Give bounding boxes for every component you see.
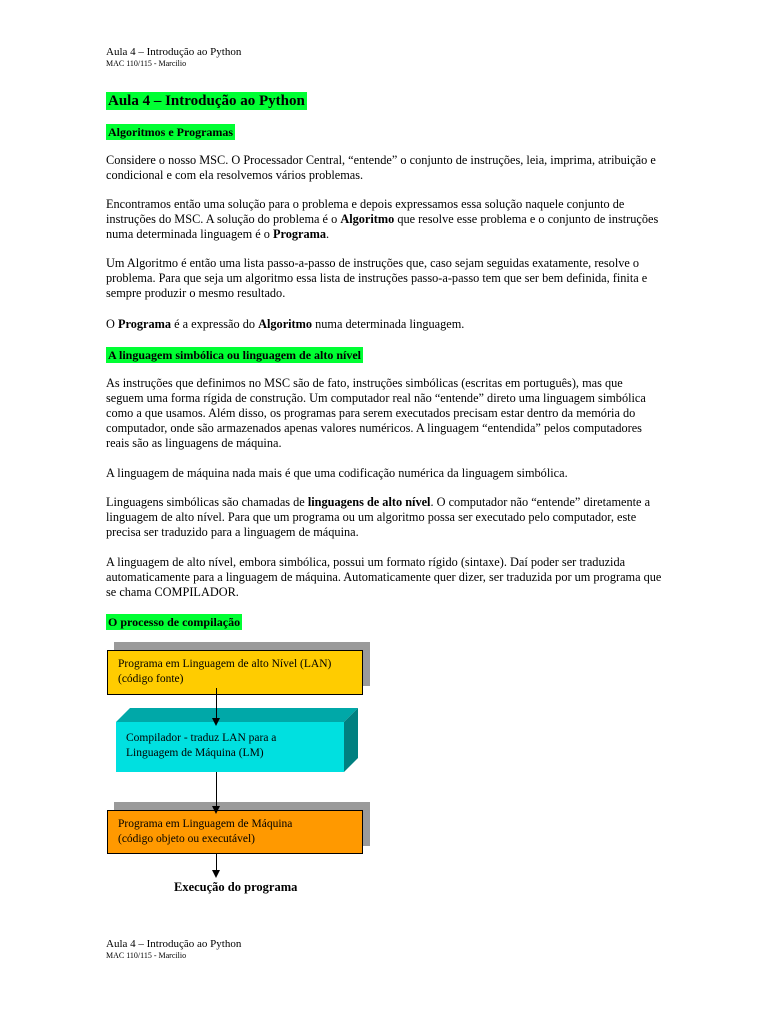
- compiler-line2: Linguagem de Máquina (LM): [126, 747, 264, 759]
- paragraph-2-text-c: .: [326, 227, 330, 241]
- paragraph-1: Considere o nosso MSC. O Processador Central, “entende” o conjunto de instruções, leia, imprima, atribuição e condicional e com ela resolvemos vários problemas.: [106, 153, 656, 182]
- source-program-line1: Programa em Linguagem de alto Nível (LAN): [118, 658, 332, 670]
- compiler-box-text: [126, 731, 276, 761]
- header-title: Aula 4 – Introdução ao Python: [106, 46, 242, 58]
- term-linguagens-alto-nivel: linguagens de alto nível: [307, 495, 431, 509]
- paragraph-4-text-a: O: [106, 317, 118, 331]
- section-heading-linguagem-simbolica: A linguagem simbólica ou linguagem de alto nível: [108, 348, 362, 362]
- paragraph-6: A linguagem de máquina nada mais é que uma codificação numérica da linguagem simbólica.: [106, 466, 568, 480]
- paragraph-4-text-b: é a expressão do: [171, 317, 259, 331]
- footer-title: Aula 4 – Introdução ao Python: [106, 938, 242, 950]
- term-programa-2: Programa: [117, 317, 172, 331]
- paragraph-2-text-b: que resolve esse problema e o conjunto de instruções numa determinada linguagem é o: [106, 212, 659, 241]
- paragraph-4-text-c: numa determinada linguagem.: [312, 317, 465, 331]
- paragraph-3: Um Algoritmo é então uma lista passo-a-passo de instruções que, caso sejam seguidas exatamente, resolve o problema. Para que seja um algoritmo essa lista de instruções passo-a-passo tem que ser bem definida, finita e sempre produzir o mesmo resultado.: [106, 256, 648, 300]
- arrow-3-head: [212, 870, 220, 878]
- source-program-box: [107, 650, 363, 695]
- section-heading-algoritmos: Algoritmos e Programas: [108, 125, 234, 139]
- machine-program-box: [107, 810, 363, 854]
- paragraph-4: [106, 317, 662, 332]
- paragraph-5: As instruções que definimos no MSC são de fato, instruções simbólicas (escritas em português), mas que seguem uma forma rígida de construção. Um computador real não “entende” direto uma linguagem simbólica como a que usamos. Além disso, os programas para serem executados precisam estar dentro da memória do computador, onde são armazenados apenas valores numéricos. A linguagem “entendida” pelos computadores reais são as linguagens de máquina.: [106, 376, 646, 450]
- source-program-line2: (código fonte): [118, 673, 184, 685]
- arrow-2-line: [216, 772, 217, 810]
- document-title: Aula 4 – Introdução ao Python: [108, 93, 305, 109]
- paragraph-8: A linguagem de alto nível, embora simbólica, possui um formato rígido (sintaxe). Daí poder ser traduzida automaticamente para a linguagem de máquina. Automaticamente quer dizer, ser traduzida por um programa que se chama COMPILADOR.: [106, 555, 662, 599]
- execution-label: Execução do programa: [174, 880, 298, 894]
- term-algoritmo: Algoritmo: [340, 212, 395, 226]
- arrow-1-line: [216, 688, 217, 722]
- compiler-box-top-face: [116, 708, 358, 722]
- page-header: [106, 46, 241, 68]
- machine-program-line1: Programa em Linguagem de Máquina: [118, 818, 293, 830]
- compiler-line1: Compilador - traduz LAN para a: [126, 732, 277, 744]
- paragraph-7: [106, 495, 662, 540]
- term-programa: Programa: [272, 227, 327, 241]
- machine-program-line2: (código objeto ou executável): [118, 833, 255, 845]
- section-heading-compilacao: O processo de compilação: [108, 615, 241, 629]
- paragraph-2-text-a: Encontramos então uma solução para o problema e depois expressamos essa solução naquele conjunto de instruções do MSC. A solução do problema é o: [106, 197, 625, 226]
- paragraph-2: [106, 197, 662, 242]
- paragraph-7-text-a: Linguagens simbólicas são chamadas de: [106, 495, 308, 509]
- page-footer: [106, 938, 241, 960]
- term-algoritmo-2: Algoritmo: [258, 317, 313, 331]
- header-subtitle: MAC 110/115 - Marcilio: [106, 58, 187, 68]
- arrow-1-head: [212, 718, 220, 726]
- paragraph-7-text-b: . O computador não “entende” diretamente a linguagem de alto nível. Para que um programa ou um algoritmo possa ser executado pelo computador, este precisa ser traduzido para a linguagem de máquina.: [106, 495, 651, 539]
- arrow-2-head: [212, 806, 220, 814]
- footer-subtitle: MAC 110/115 - Marcilio: [106, 950, 187, 960]
